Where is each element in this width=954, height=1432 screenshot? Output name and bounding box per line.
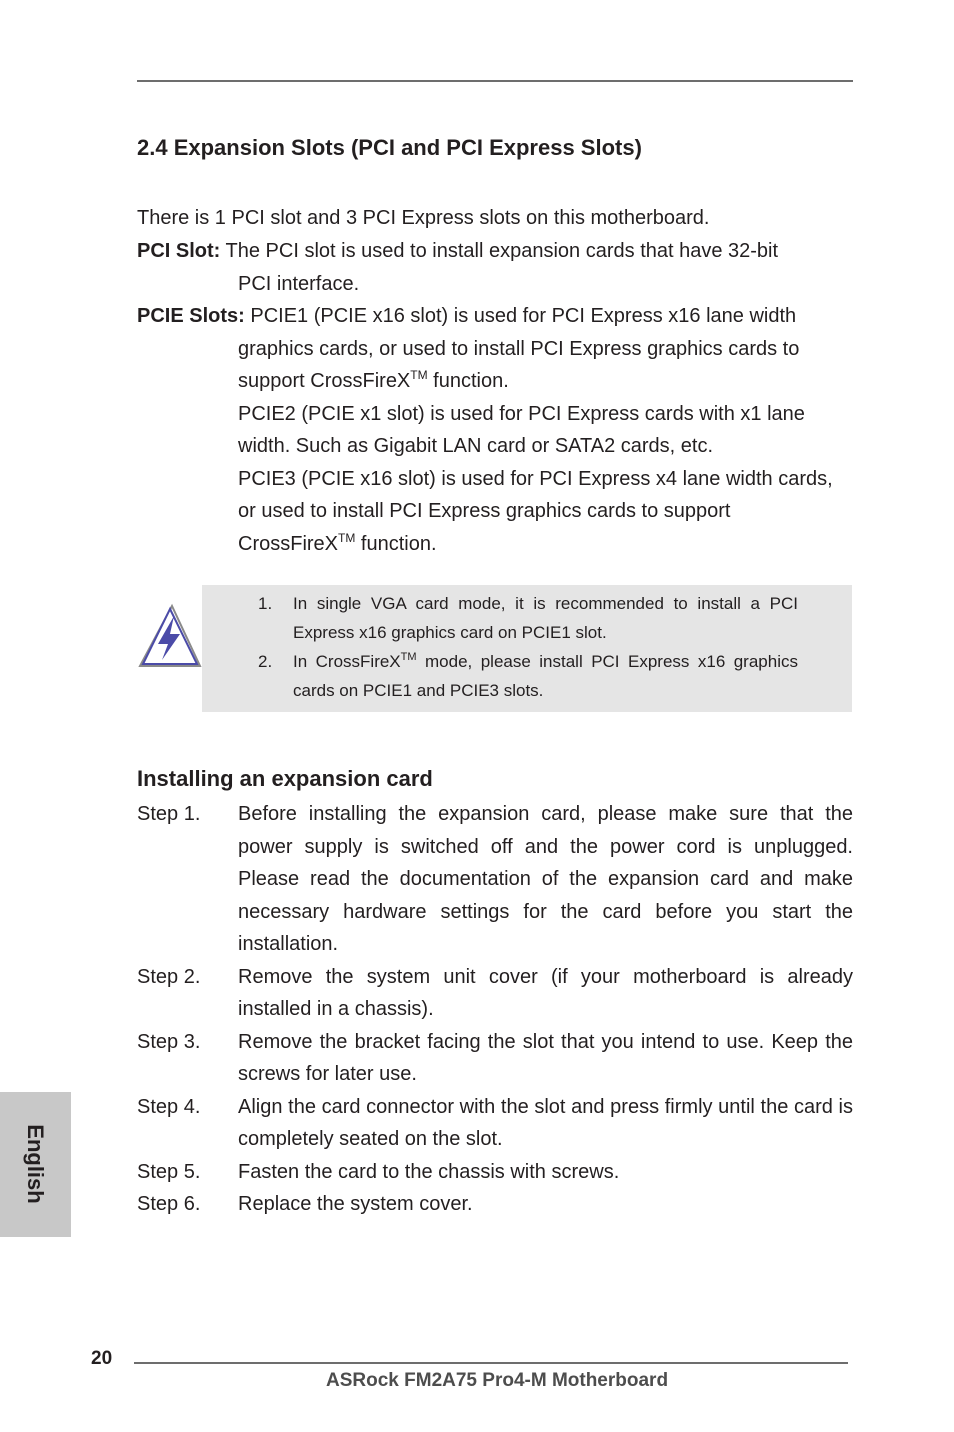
footer-rule xyxy=(134,1362,848,1364)
pci-slot-label: PCI Slot: xyxy=(137,240,221,262)
step-text: Remove the system unit cover (if your motherboard is already installed in a chassis). xyxy=(238,965,853,1020)
step-text: Align the card connector with the slot and press firmly until the card is completely seated on the slot. xyxy=(238,1095,853,1150)
step-item xyxy=(137,1188,853,1221)
intro-text: There is 1 PCI slot and 3 PCI Express slots on this motherboard. xyxy=(137,207,710,229)
pci-slot-line1: The PCI slot is used to install expansion cards that have 32-bit xyxy=(220,240,779,262)
pcie3-text: PCIE3 (PCIE x16 slot) is used for PCI Express x4 lane width cards, or used to install PCI Express graphics cards to support CrossFireX xyxy=(238,467,833,555)
step-label: Step 5. xyxy=(137,1160,201,1183)
step-item xyxy=(137,1026,853,1091)
page-number: 20 xyxy=(91,1348,113,1369)
step-label: Step 2. xyxy=(137,965,201,988)
pcie3-function-text: function. xyxy=(355,532,437,555)
footer-title: ASRock FM2A75 Pro4-M Motherboard xyxy=(326,1370,669,1391)
note-list xyxy=(258,589,798,705)
step-item xyxy=(137,961,853,1026)
step-label: Step 3. xyxy=(137,1030,201,1053)
pcie-slots-line1: PCIE1 (PCIE x16 slot) is used for PCI Express x16 lane width xyxy=(244,305,797,327)
trademark-mark: TM xyxy=(400,651,417,663)
pcie-slots-definition xyxy=(137,300,853,560)
trademark-mark: TM xyxy=(410,368,428,382)
pcie1-crossfire-text: support CrossFireX xyxy=(238,370,411,392)
install-steps xyxy=(137,798,853,1221)
step-item xyxy=(137,1156,853,1189)
step-text: Remove the bracket facing the slot that you intend to use. Keep the screws for later use. xyxy=(238,1030,853,1085)
step-label: Step 1. xyxy=(137,803,201,825)
note-item xyxy=(258,589,798,647)
step-text: Before installing the expansion card, please make sure that the power supply is switched off and the power cord is unplugged. Please read the documentation of the expansion card and make necessary hardware settings for the card before you start the installation. xyxy=(238,803,853,955)
note-number: 2. xyxy=(258,652,273,671)
pcie-slots-label: PCIE Slots: xyxy=(137,305,245,327)
note-text-part: In CrossFireX xyxy=(293,652,401,671)
pcie-slots-line3 xyxy=(238,365,853,398)
section-title: 2.4 Expansion Slots (PCI and PCI Express Slots) xyxy=(137,135,642,160)
pcie2-description: PCIE2 (PCIE x1 slot) is used for PCI Express cards with x1 lane width. Such as Gigabit LAN card or SATA2 cards, etc. xyxy=(238,402,805,457)
note-item xyxy=(258,647,798,705)
note-text: In single VGA card mode, it is recommended to install a PCI Express x16 graphics card on PCIE1 slot. xyxy=(293,594,798,642)
step-item xyxy=(137,1091,853,1156)
step-text: Fasten the card to the chassis with screws. xyxy=(238,1160,620,1183)
note-number: 1. xyxy=(258,594,273,613)
pci-slot-definition xyxy=(137,235,853,300)
step-label: Step 6. xyxy=(137,1193,201,1215)
warning-icon xyxy=(136,602,204,670)
language-tab-label: English xyxy=(23,1124,48,1204)
note-text-part: mode, please install PCI Express x16 graphics cards on PCIE1 and PCIE3 slots. xyxy=(293,652,798,700)
step-label: Step 4. xyxy=(137,1095,201,1118)
pcie1-function-text: function. xyxy=(427,370,509,392)
pcie3-description xyxy=(238,463,853,561)
note-text xyxy=(293,647,798,705)
pcie-slots-line2: graphics cards, or used to install PCI Express graphics cards to xyxy=(238,337,800,360)
install-title: Installing an expansion card xyxy=(137,766,433,791)
header-rule xyxy=(137,80,853,82)
trademark-mark: TM xyxy=(338,530,356,545)
step-item xyxy=(137,798,853,961)
pci-slot-line2: PCI interface. xyxy=(238,272,360,295)
step-text: Replace the system cover. xyxy=(238,1193,473,1215)
